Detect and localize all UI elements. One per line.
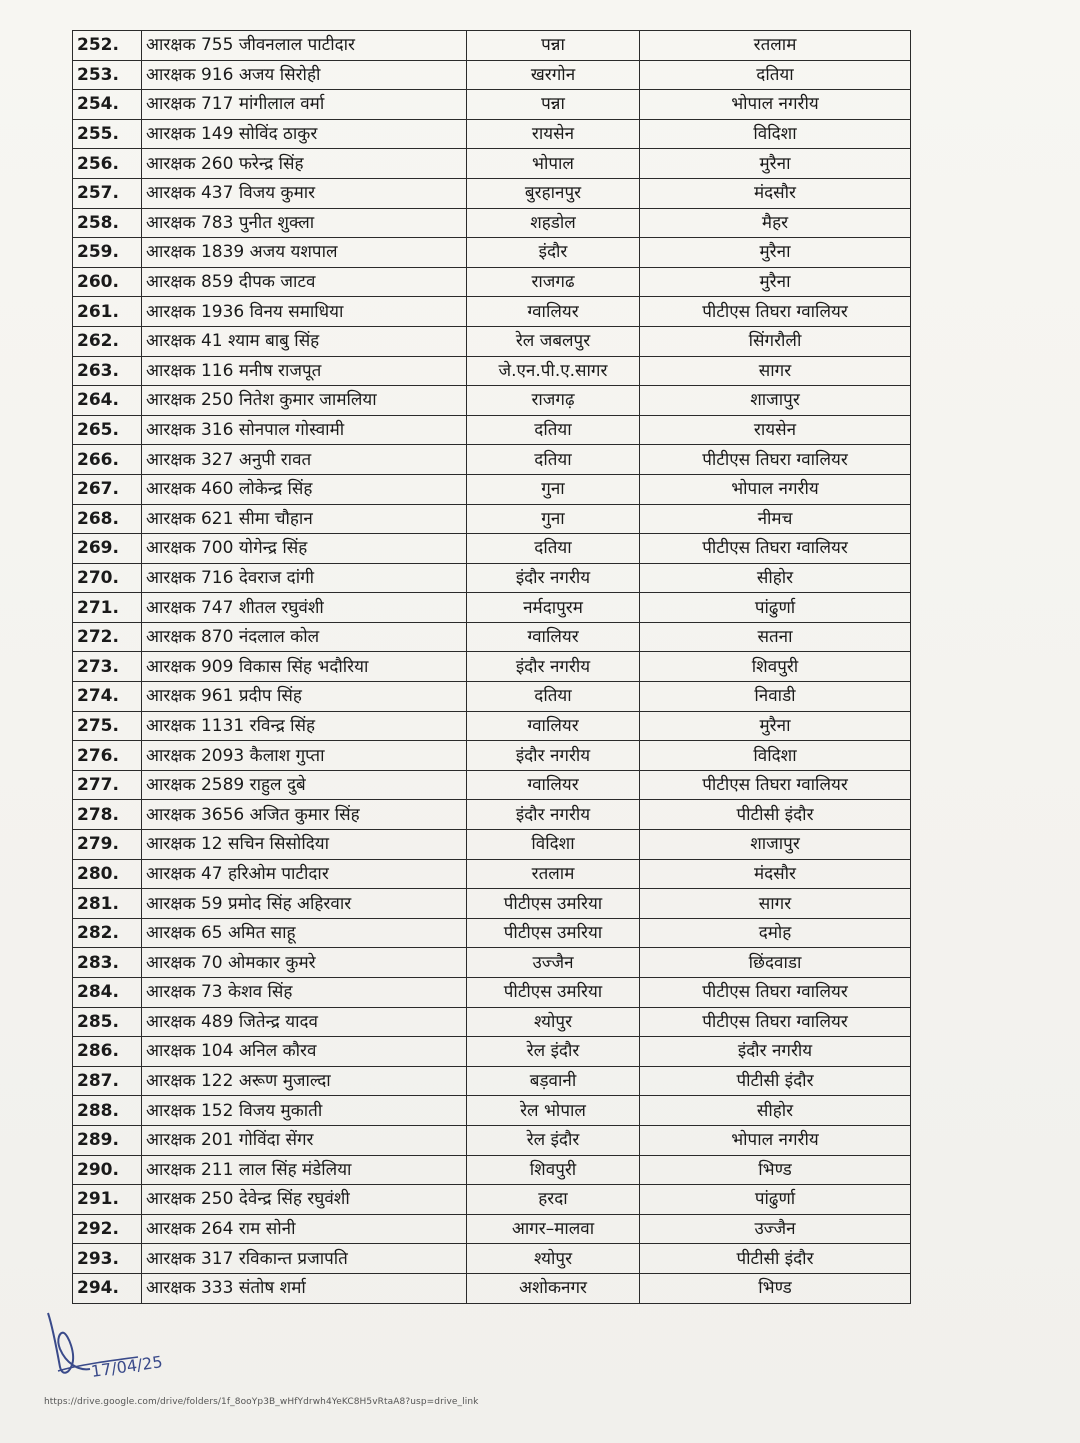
from-district-cell: दतिया: [467, 445, 640, 475]
to-district-cell: मंदसौर: [640, 859, 911, 889]
serial-number-cell: 255.: [73, 119, 142, 149]
to-district-cell: भोपाल नगरीय: [640, 90, 911, 120]
table-row: [73, 978, 911, 1008]
from-district-cell: श्योपुर: [467, 1244, 640, 1274]
employee-name-cell: आरक्षक 460 लोकेन्द्र सिंह: [142, 474, 467, 504]
serial-number-cell: 275.: [73, 711, 142, 741]
employee-name-cell: आरक्षक 2589 राहुल दुबे: [142, 770, 467, 800]
table-row: [73, 1214, 911, 1244]
serial-number-cell: 286.: [73, 1037, 142, 1067]
to-district-cell: शाजापुर: [640, 386, 911, 416]
employee-name-cell: आरक्षक 59 प्रमोद सिंह अहिरवार: [142, 889, 467, 919]
to-district-cell: सिंगरौली: [640, 326, 911, 356]
to-district-cell: दतिया: [640, 60, 911, 90]
serial-number-cell: 277.: [73, 770, 142, 800]
to-district-cell: मुरैना: [640, 238, 911, 268]
from-district-cell: खरगोन: [467, 60, 640, 90]
to-district-cell: भोपाल नगरीय: [640, 474, 911, 504]
table-row: [73, 622, 911, 652]
table-row: [73, 1037, 911, 1067]
from-district-cell: आगर–मालवा: [467, 1214, 640, 1244]
serial-number-cell: 254.: [73, 90, 142, 120]
employee-name-cell: आरक्षक 489 जितेन्द्र यादव: [142, 1007, 467, 1037]
serial-number-cell: 288.: [73, 1096, 142, 1126]
serial-number-cell: 258.: [73, 208, 142, 238]
from-district-cell: रायसेन: [467, 119, 640, 149]
from-district-cell: राजगढ: [467, 267, 640, 297]
serial-number-cell: 282.: [73, 918, 142, 948]
from-district-cell: इंदौर नगरीय: [467, 563, 640, 593]
table-row: [73, 1125, 911, 1155]
to-district-cell: भिण्ड: [640, 1273, 911, 1303]
serial-number-cell: 284.: [73, 978, 142, 1008]
to-district-cell: शाजापुर: [640, 830, 911, 860]
employee-name-cell: आरक्षक 1131 रविन्द्र सिंह: [142, 711, 467, 741]
employee-name-cell: आरक्षक 1936 विनय समाधिया: [142, 297, 467, 327]
from-district-cell: पीटीएस उमरिया: [467, 918, 640, 948]
to-district-cell: पीटीएस तिघरा ग्वालियर: [640, 1007, 911, 1037]
serial-number-cell: 280.: [73, 859, 142, 889]
employee-name-cell: आरक्षक 717 मांगीलाल वर्मा: [142, 90, 467, 120]
from-district-cell: इंदौर नगरीय: [467, 652, 640, 682]
table-row: [73, 1096, 911, 1126]
to-district-cell: इंदौर नगरीय: [640, 1037, 911, 1067]
serial-number-cell: 257.: [73, 178, 142, 208]
table-row: [73, 386, 911, 416]
serial-number-cell: 290.: [73, 1155, 142, 1185]
to-district-cell: पांढुर्णा: [640, 593, 911, 623]
from-district-cell: रेल भोपाल: [467, 1096, 640, 1126]
from-district-cell: पीटीएस उमरिया: [467, 978, 640, 1008]
from-district-cell: विदिशा: [467, 830, 640, 860]
serial-number-cell: 279.: [73, 830, 142, 860]
employee-name-cell: आरक्षक 152 विजय मुकाती: [142, 1096, 467, 1126]
table-row: [73, 31, 911, 61]
table-row: [73, 534, 911, 564]
to-district-cell: पांढुर्णा: [640, 1185, 911, 1215]
employee-name-cell: आरक्षक 316 सोनपाल गोस्वामी: [142, 415, 467, 445]
serial-number-cell: 261.: [73, 297, 142, 327]
serial-number-cell: 269.: [73, 534, 142, 564]
to-district-cell: नीमच: [640, 504, 911, 534]
employee-name-cell: आरक्षक 70 ओमकार कुमरे: [142, 948, 467, 978]
to-district-cell: उज्जैन: [640, 1214, 911, 1244]
to-district-cell: पीटीएस तिघरा ग्वालियर: [640, 534, 911, 564]
from-district-cell: उज्जैन: [467, 948, 640, 978]
serial-number-cell: 293.: [73, 1244, 142, 1274]
table-row: [73, 149, 911, 179]
from-district-cell: शिवपुरी: [467, 1155, 640, 1185]
serial-number-cell: 291.: [73, 1185, 142, 1215]
serial-number-cell: 268.: [73, 504, 142, 534]
serial-number-cell: 283.: [73, 948, 142, 978]
serial-number-cell: 287.: [73, 1066, 142, 1096]
table-row: [73, 356, 911, 386]
footer-url: https://drive.google.com/drive/folders/1f_8ooYp3B_wHfYdrwh4YeKC8H5vRtaA8?usp=drive_link: [44, 1397, 479, 1407]
table-row: [73, 563, 911, 593]
serial-number-cell: 260.: [73, 267, 142, 297]
to-district-cell: पीटीएस तिघरा ग्वालियर: [640, 978, 911, 1008]
employee-name-cell: आरक्षक 716 देवराज दांगी: [142, 563, 467, 593]
from-district-cell: पन्ना: [467, 31, 640, 61]
table-row: [73, 682, 911, 712]
employee-name-cell: आरक्षक 41 श्याम बाबु सिंह: [142, 326, 467, 356]
from-district-cell: रेल इंदौर: [467, 1037, 640, 1067]
from-district-cell: भोपाल: [467, 149, 640, 179]
table-row: [73, 208, 911, 238]
from-district-cell: इंदौर नगरीय: [467, 800, 640, 830]
from-district-cell: रेल इंदौर: [467, 1125, 640, 1155]
employee-name-cell: आरक्षक 201 गोविंदा सेंगर: [142, 1125, 467, 1155]
employee-name-cell: आरक्षक 961 प्रदीप सिंह: [142, 682, 467, 712]
employee-name-cell: आरक्षक 2093 कैलाश गुप्ता: [142, 741, 467, 771]
to-district-cell: मुरैना: [640, 267, 911, 297]
table-row: [73, 948, 911, 978]
from-district-cell: गुना: [467, 504, 640, 534]
serial-number-cell: 274.: [73, 682, 142, 712]
serial-number-cell: 256.: [73, 149, 142, 179]
table-row: [73, 859, 911, 889]
to-district-cell: मंदसौर: [640, 178, 911, 208]
table-row: [73, 1185, 911, 1215]
to-district-cell: विदिशा: [640, 741, 911, 771]
serial-number-cell: 278.: [73, 800, 142, 830]
serial-number-cell: 271.: [73, 593, 142, 623]
from-district-cell: ग्वालियर: [467, 622, 640, 652]
to-district-cell: मुरैना: [640, 711, 911, 741]
from-district-cell: रतलाम: [467, 859, 640, 889]
to-district-cell: पीटीएस तिघरा ग्वालियर: [640, 297, 911, 327]
table-row: [73, 800, 911, 830]
serial-number-cell: 266.: [73, 445, 142, 475]
employee-name-cell: आरक्षक 870 नंदलाल कोल: [142, 622, 467, 652]
table-row: [73, 267, 911, 297]
employee-name-cell: आरक्षक 3656 अजित कुमार सिंह: [142, 800, 467, 830]
from-district-cell: ग्वालियर: [467, 297, 640, 327]
to-district-cell: सीहोर: [640, 1096, 911, 1126]
serial-number-cell: 259.: [73, 238, 142, 268]
employee-name-cell: आरक्षक 47 हरिओम पाटीदार: [142, 859, 467, 889]
to-district-cell: पीटीसी इंदौर: [640, 1244, 911, 1274]
employee-name-cell: आरक्षक 149 सोविंद ठाकुर: [142, 119, 467, 149]
employee-name-cell: आरक्षक 1839 अजय यशपाल: [142, 238, 467, 268]
employee-name-cell: आरक्षक 12 सचिन सिसोदिया: [142, 830, 467, 860]
to-district-cell: मुरैना: [640, 149, 911, 179]
to-district-cell: छिंदवाडा: [640, 948, 911, 978]
to-district-cell: दमोह: [640, 918, 911, 948]
from-district-cell: गुना: [467, 474, 640, 504]
employee-name-cell: आरक्षक 327 अनुपी रावत: [142, 445, 467, 475]
table-row: [73, 1273, 911, 1303]
to-district-cell: सतना: [640, 622, 911, 652]
to-district-cell: विदिशा: [640, 119, 911, 149]
employee-name-cell: आरक्षक 916 अजय सिरोही: [142, 60, 467, 90]
table-row: [73, 504, 911, 534]
serial-number-cell: 252.: [73, 31, 142, 61]
table-row: [73, 119, 911, 149]
employee-name-cell: आरक्षक 783 पुनीत शुक्ला: [142, 208, 467, 238]
employee-name-cell: आरक्षक 264 राम सोनी: [142, 1214, 467, 1244]
table-row: [73, 889, 911, 919]
table-row: [73, 415, 911, 445]
to-district-cell: मैहर: [640, 208, 911, 238]
signature-date: 17/04/25: [89, 1352, 164, 1381]
to-district-cell: पीटीसी इंदौर: [640, 1066, 911, 1096]
table-row: [73, 474, 911, 504]
employee-name-cell: आरक्षक 104 अनिल कौरव: [142, 1037, 467, 1067]
table-row: [73, 60, 911, 90]
to-district-cell: पीटीएस तिघरा ग्वालियर: [640, 445, 911, 475]
transfer-table-body: [73, 31, 911, 1304]
serial-number-cell: 265.: [73, 415, 142, 445]
employee-name-cell: आरक्षक 333 संतोष शर्मा: [142, 1273, 467, 1303]
serial-number-cell: 264.: [73, 386, 142, 416]
from-district-cell: शहडोल: [467, 208, 640, 238]
from-district-cell: नर्मदापुरम: [467, 593, 640, 623]
employee-name-cell: आरक्षक 317 रविकान्त प्रजापति: [142, 1244, 467, 1274]
transfer-table: [72, 30, 911, 1304]
table-row: [73, 1007, 911, 1037]
to-district-cell: सागर: [640, 889, 911, 919]
table-row: [73, 741, 911, 771]
serial-number-cell: 289.: [73, 1125, 142, 1155]
employee-name-cell: आरक्षक 65 अमित साहू: [142, 918, 467, 948]
employee-name-cell: आरक्षक 250 देवेन्द्र सिंह रघुवंशी: [142, 1185, 467, 1215]
serial-number-cell: 270.: [73, 563, 142, 593]
to-district-cell: शिवपुरी: [640, 652, 911, 682]
table-row: [73, 770, 911, 800]
serial-number-cell: 292.: [73, 1214, 142, 1244]
table-row: [73, 1155, 911, 1185]
employee-name-cell: आरक्षक 260 फरेन्द्र सिंह: [142, 149, 467, 179]
employee-name-cell: आरक्षक 747 शीतल रघुवंशी: [142, 593, 467, 623]
employee-name-cell: आरक्षक 700 योगेन्द्र सिंह: [142, 534, 467, 564]
employee-name-cell: आरक्षक 122 अरूण मुजाल्दा: [142, 1066, 467, 1096]
employee-name-cell: आरक्षक 73 केशव सिंह: [142, 978, 467, 1008]
serial-number-cell: 281.: [73, 889, 142, 919]
from-district-cell: दतिया: [467, 415, 640, 445]
from-district-cell: पीटीएस उमरिया: [467, 889, 640, 919]
from-district-cell: इंदौर: [467, 238, 640, 268]
table-row: [73, 593, 911, 623]
handwritten-signature: [38, 1305, 188, 1385]
employee-name-cell: आरक्षक 909 विकास सिंह भदौरिया: [142, 652, 467, 682]
serial-number-cell: 263.: [73, 356, 142, 386]
from-district-cell: ग्वालियर: [467, 711, 640, 741]
table-row: [73, 830, 911, 860]
employee-name-cell: आरक्षक 116 मनीष राजपूत: [142, 356, 467, 386]
serial-number-cell: 253.: [73, 60, 142, 90]
serial-number-cell: 276.: [73, 741, 142, 771]
employee-name-cell: आरक्षक 621 सीमा चौहान: [142, 504, 467, 534]
from-district-cell: इंदौर नगरीय: [467, 741, 640, 771]
to-district-cell: सागर: [640, 356, 911, 386]
table-row: [73, 711, 911, 741]
table-row: [73, 178, 911, 208]
serial-number-cell: 262.: [73, 326, 142, 356]
table-row: [73, 652, 911, 682]
table-row: [73, 1066, 911, 1096]
employee-name-cell: आरक्षक 211 लाल सिंह मंडेलिया: [142, 1155, 467, 1185]
table-row: [73, 326, 911, 356]
to-district-cell: भोपाल नगरीय: [640, 1125, 911, 1155]
from-district-cell: दतिया: [467, 534, 640, 564]
from-district-cell: श्योपुर: [467, 1007, 640, 1037]
table-row: [73, 90, 911, 120]
from-district-cell: रेल जबलपुर: [467, 326, 640, 356]
from-district-cell: अशोकनगर: [467, 1273, 640, 1303]
serial-number-cell: 272.: [73, 622, 142, 652]
to-district-cell: सीहोर: [640, 563, 911, 593]
to-district-cell: पीटीसी इंदौर: [640, 800, 911, 830]
from-district-cell: ग्वालियर: [467, 770, 640, 800]
from-district-cell: हरदा: [467, 1185, 640, 1215]
to-district-cell: रतलाम: [640, 31, 911, 61]
serial-number-cell: 294.: [73, 1273, 142, 1303]
serial-number-cell: 273.: [73, 652, 142, 682]
table-row: [73, 918, 911, 948]
employee-name-cell: आरक्षक 437 विजय कुमार: [142, 178, 467, 208]
to-district-cell: भिण्ड: [640, 1155, 911, 1185]
table-row: [73, 238, 911, 268]
table-row: [73, 1244, 911, 1274]
from-district-cell: पन्ना: [467, 90, 640, 120]
from-district-cell: जे.एन.पी.ए.सागर: [467, 356, 640, 386]
serial-number-cell: 267.: [73, 474, 142, 504]
serial-number-cell: 285.: [73, 1007, 142, 1037]
to-district-cell: निवाडी: [640, 682, 911, 712]
from-district-cell: राजगढ़: [467, 386, 640, 416]
employee-name-cell: आरक्षक 250 नितेश कुमार जामलिया: [142, 386, 467, 416]
from-district-cell: बुरहानपुर: [467, 178, 640, 208]
table-row: [73, 297, 911, 327]
to-district-cell: रायसेन: [640, 415, 911, 445]
employee-name-cell: आरक्षक 859 दीपक जाटव: [142, 267, 467, 297]
to-district-cell: पीटीएस तिघरा ग्वालियर: [640, 770, 911, 800]
from-district-cell: बड़वानी: [467, 1066, 640, 1096]
table-row: [73, 445, 911, 475]
from-district-cell: दतिया: [467, 682, 640, 712]
employee-name-cell: आरक्षक 755 जीवनलाल पाटीदार: [142, 31, 467, 61]
